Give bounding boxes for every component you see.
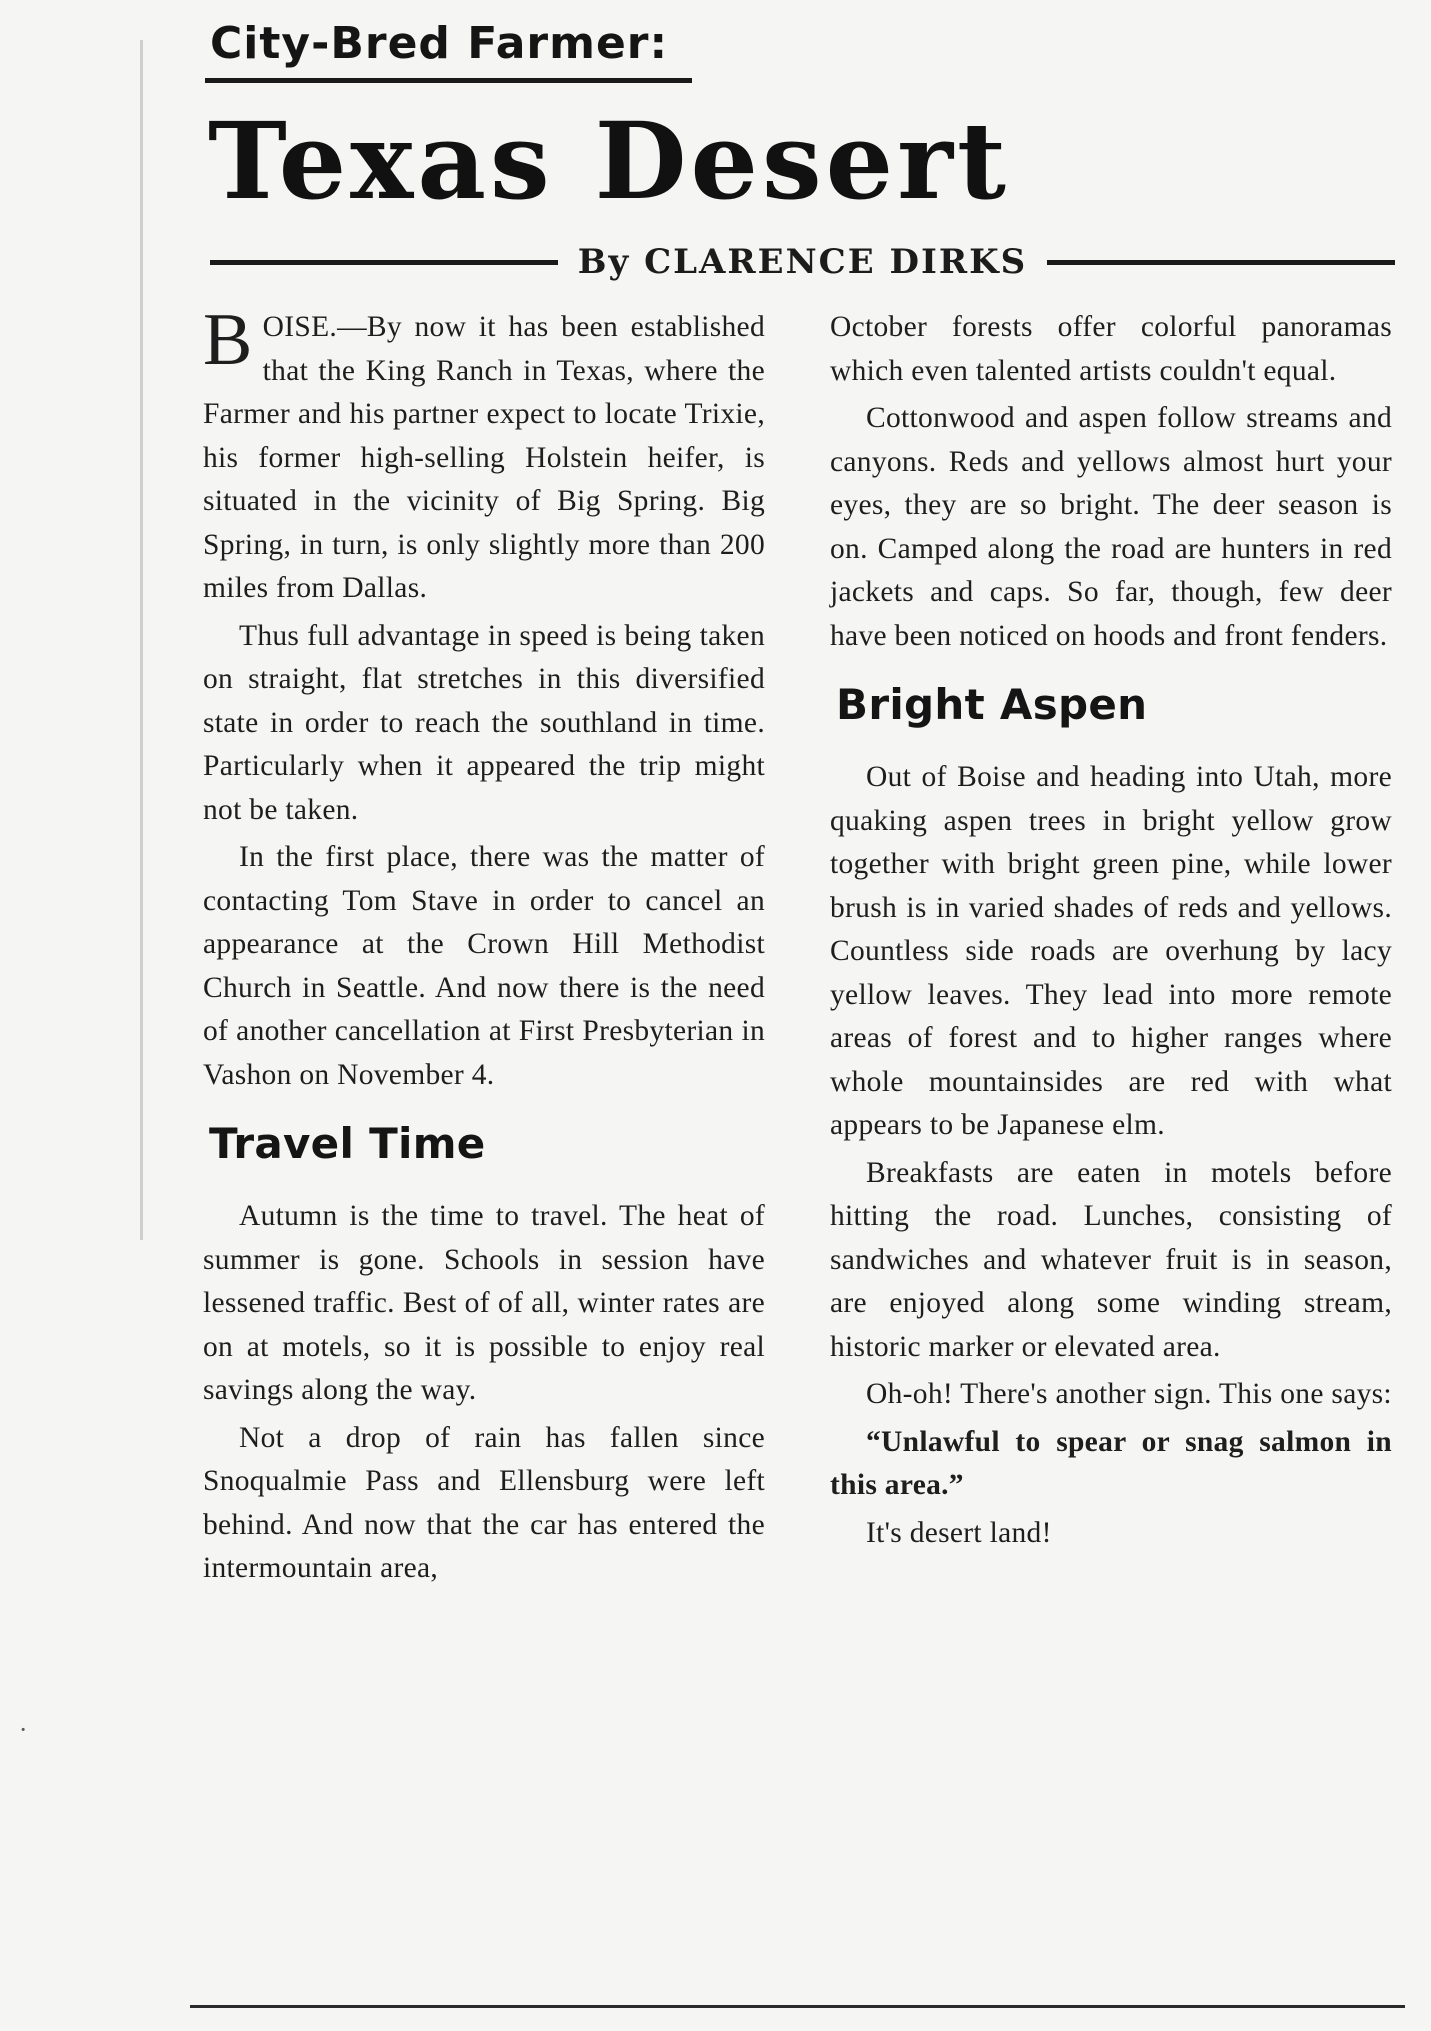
subhead-travel-time: Travel Time [209,1119,486,1168]
paragraph: Autumn is the time to travel. The heat of summer is gone. Schools in session have lessened traffic. Best of of all, winter rates are on at motels, so it is possible to enjoy real savings along the way. [203,1200,765,1406]
drop-cap: B [203,299,253,381]
left-column [203,299,765,1591]
subhead-bright-aspen: Bright Aspen [836,680,1148,729]
scan-edge [140,40,143,1240]
byline: By CLARENCE DIRKS [577,242,1028,282]
column-kicker: City-Bred Farmer: [210,18,669,69]
bottom-rule [190,2005,1405,2008]
paragraph: October forests offer colorful panoramas which even talented artists couldn't equal. [830,311,1392,387]
right-column [830,306,1392,1555]
quoted-sign: “Unlawful to spear or snag salmon in this area.” [830,1425,1392,1501]
paragraph: In the first place, there was the matter of contacting Tom Stave in order to cancel an appearance at the Crown Hill Methodist Church in Seattle. And now there is the need of another cancellation at First Presbyterian in Vashon on November 4. [203,841,765,1091]
paragraph: Breakfasts are eaten in motels before hitting the road. Lunches, consisting of sandwiches and whatever fruit is in season, are enjoyed along some winding stream, historic marker or elevated area. [830,1156,1392,1363]
paragraph: Not a drop of rain has fallen since Snoqualmie Pass and Ellensburg were left behind. And now that the car has entered the intermountain area, [203,1421,765,1584]
byline-rule-left [210,260,558,265]
paragraph: Thus full advantage in speed is being taken on straight, flat stretches in this diversified state in order to reach the southland in time. Particularly when it appeared the trip might not be taken. [203,619,765,826]
paragraph: Cottonwood and aspen follow streams and canyons. Reds and yellows almost hurt your eyes, they are so bright. The deer season is on. Camped along the road are hunters in red jackets and caps. So far, though, few deer have been noticed on hoods and front fenders. [830,402,1392,652]
paragraph: It's desert land! [866,1516,1052,1549]
headline: Texas Desert [208,98,1010,223]
paragraph: Out of Boise and heading into Utah, more quaking aspen trees in bright yellow grow together with bright green pine, while lower brush is in varied shades of reds and yellows. Countless side roads are overhung by lacy yellow leaves. They lead into more remote areas of forest and to higher ranges where whole mountainsides are red with what appears to be Japanese elm. [830,761,1392,1141]
byline-rule-right [1047,260,1395,265]
kicker-underline [205,78,692,83]
paragraph: Oh-oh! There's another sign. This one says: [866,1378,1392,1410]
scan-speck: ∙ [20,1715,27,1744]
paragraph [203,299,765,611]
byline-row [210,242,1395,282]
paragraph-text: OISE.—By now it has been established that the King Ranch in Texas, where the Farmer and his partner expect to locate Trixie, his former high-selling Holstein heifer, is situated in the vicinity of Big Spring. Big Spring, in turn, is only slightly more than 200 miles from Dallas. [203,311,765,604]
